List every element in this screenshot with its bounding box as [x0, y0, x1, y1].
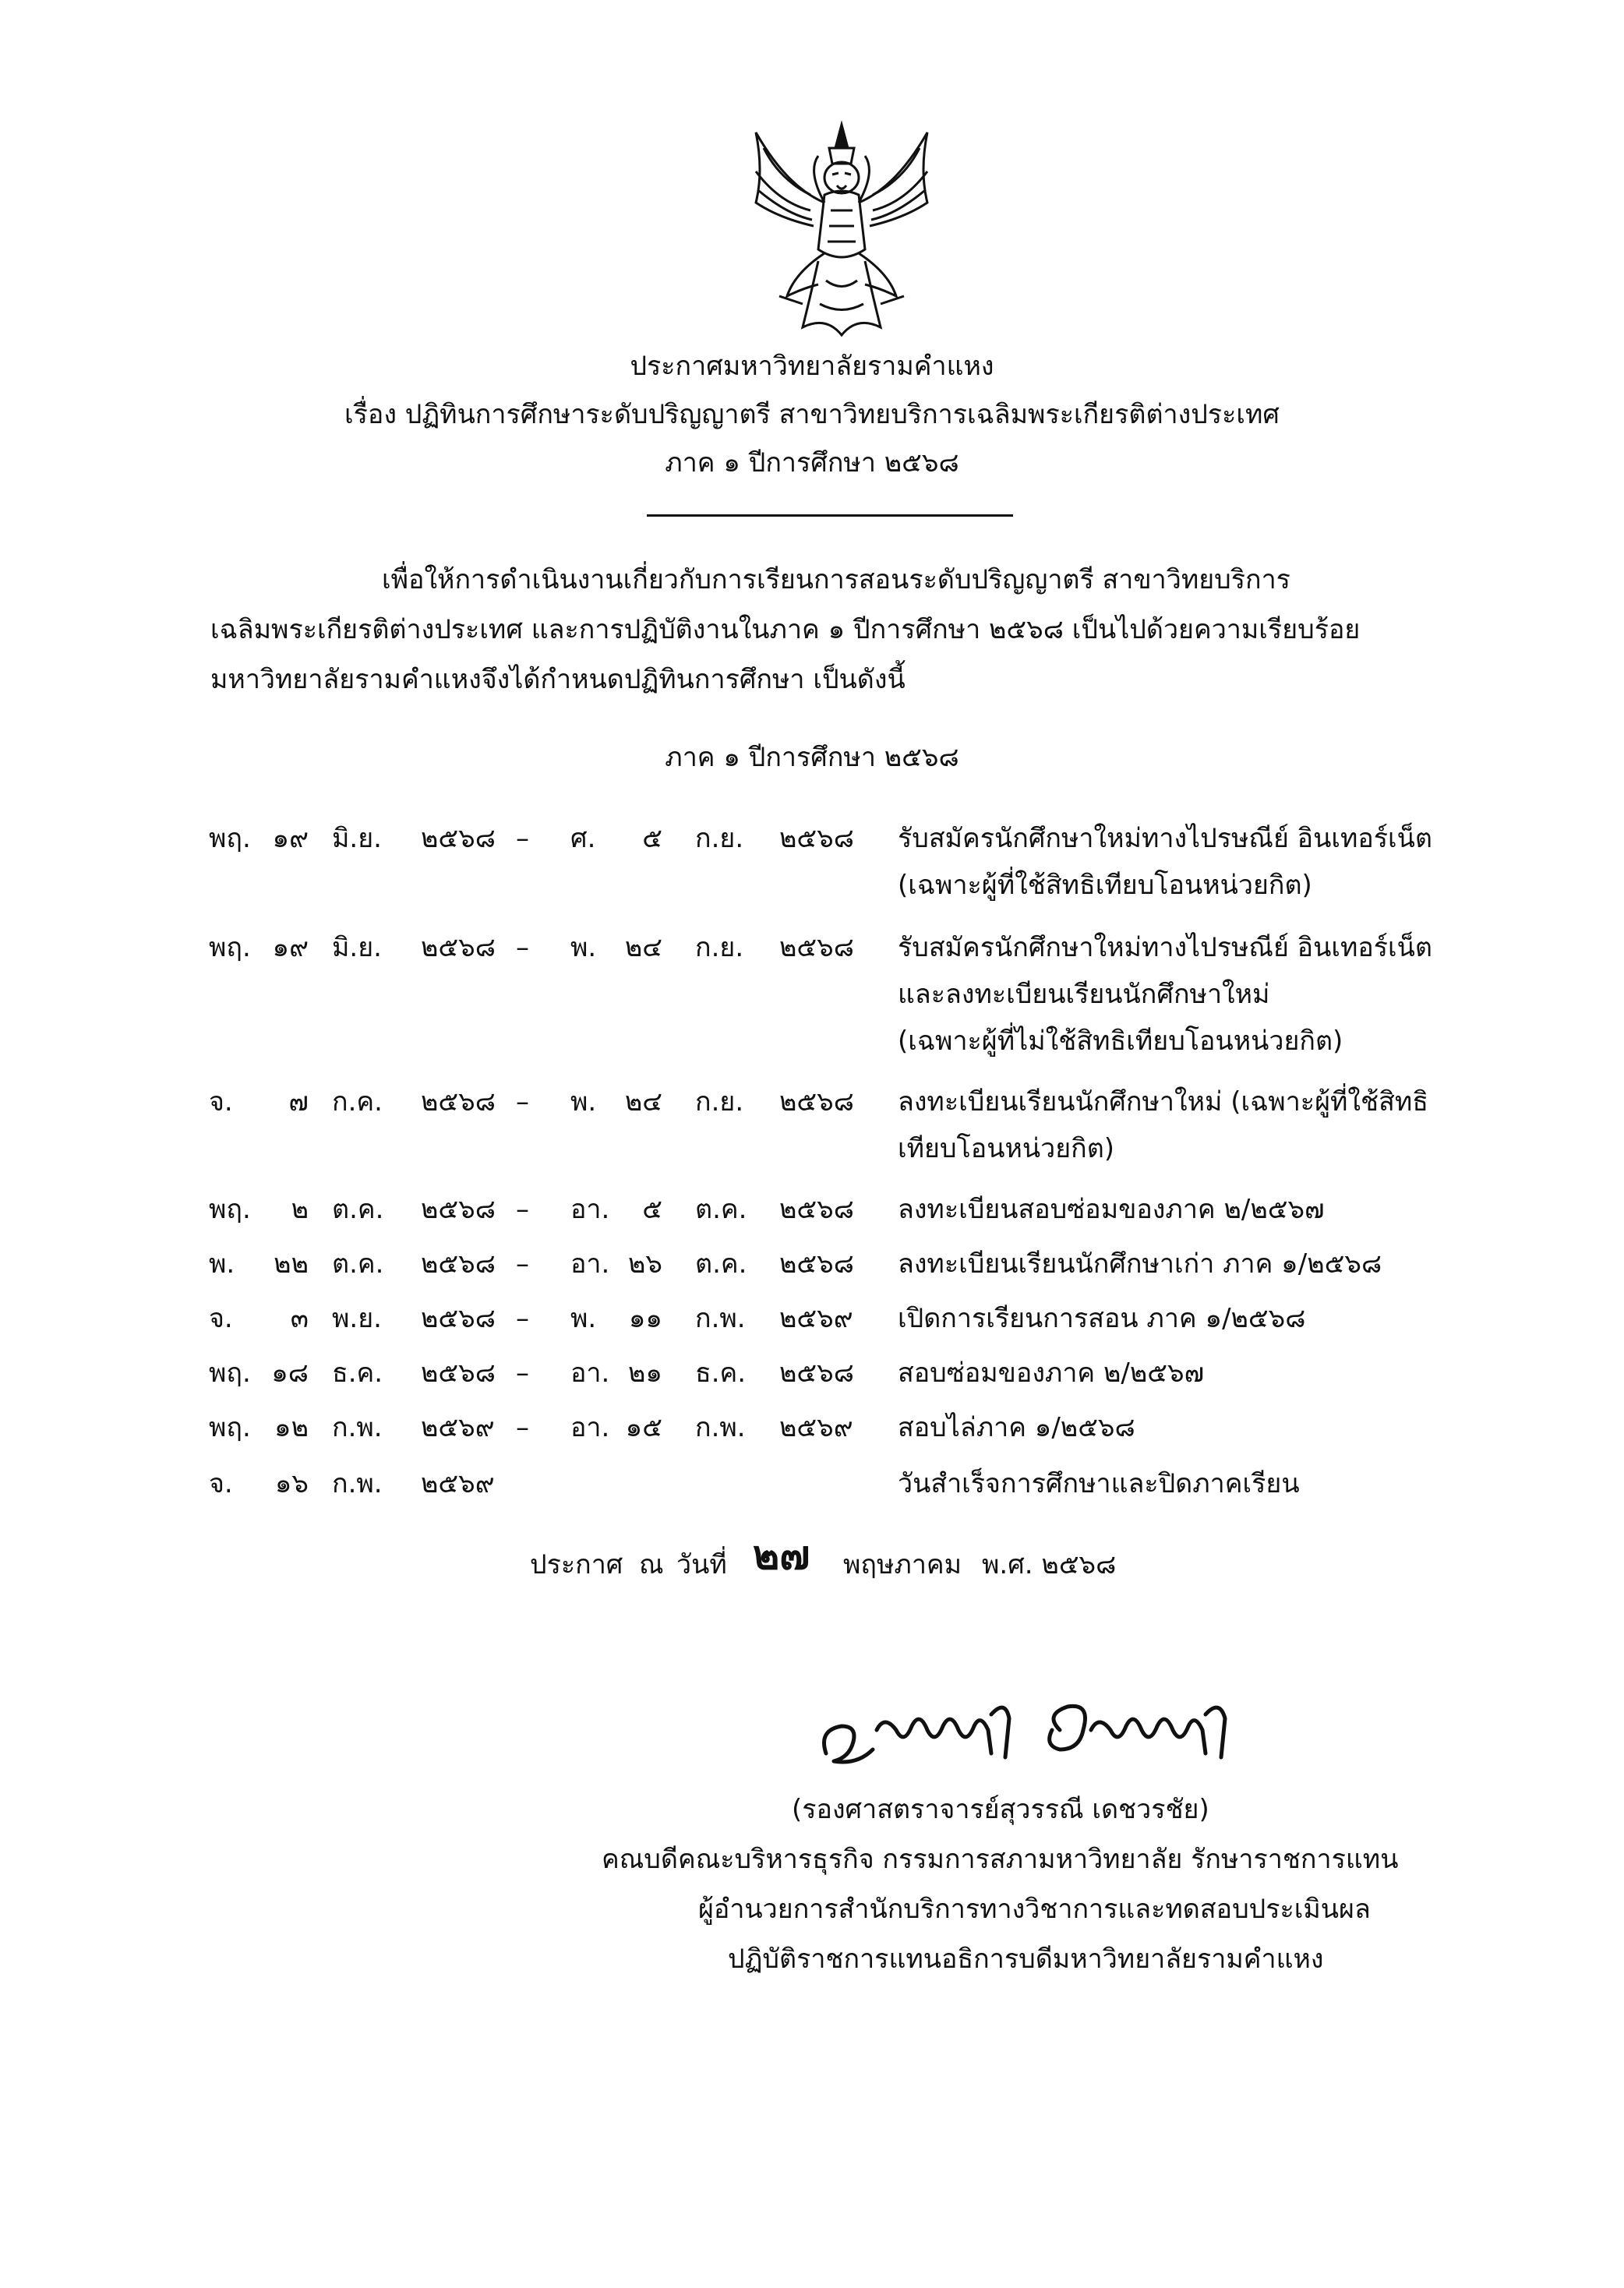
schedule-cell-n1: ๗ — [288, 1086, 309, 1118]
schedule-description-line: สอบซ่อมของภาค ๒/๒๕๖๗ — [898, 1358, 1205, 1389]
schedule-cell-d1: จ. — [209, 1303, 233, 1334]
header-line-3: ภาค ๑ ปีการศึกษา ๒๕๖๘ — [665, 447, 959, 478]
schedule-cell-m2: ก.พ. — [695, 1303, 746, 1334]
schedule-description — [898, 1460, 1490, 1507]
schedule-description — [898, 815, 1490, 909]
signature — [810, 1683, 1262, 1777]
schedule-cell-dash: – — [516, 1194, 529, 1225]
schedule-cell-m1: ต.ค. — [332, 1248, 384, 1280]
schedule-cell-dash: – — [516, 932, 529, 963]
schedule-cell-m2: ธ.ค. — [695, 1358, 747, 1389]
schedule-cell-d2: ศ. — [570, 823, 596, 854]
schedule-cell-y1: ๒๕๖๘ — [421, 1086, 496, 1118]
schedule-cell-n1: ๓ — [290, 1303, 309, 1334]
schedule-cell-d2: อา. — [570, 1412, 610, 1443]
schedule-cell-y2: ๒๕๖๘ — [779, 1194, 854, 1225]
schedule-cell-n2: ๒๔ — [624, 932, 662, 963]
schedule-cell-y2: ๒๕๖๘ — [779, 1086, 854, 1118]
issued-year: พ.ศ. ๒๕๖๘ — [982, 1549, 1117, 1580]
issued-day-handwritten: ๒๗ — [753, 1531, 810, 1579]
intro-line-1: เพื่อให้การดำเนินงานเกี่ยวกับการเรียนการสอนระดับปริญญาตรี สาขาวิทยบริการ — [382, 564, 1290, 595]
intro-line-3: มหาวิทยาลัยรามคำแหงจึงได้กำหนดปฏิทินการศึกษา เป็นดังนี้ — [210, 664, 906, 695]
schedule-cell-y2: ๒๕๖๘ — [779, 823, 854, 854]
schedule-cell-y1: ๒๕๖๘ — [421, 823, 496, 854]
issued-month: พฤษภาคม — [843, 1549, 962, 1580]
schedule-cell-n1: ๑๘ — [271, 1358, 309, 1389]
schedule-cell-y2: ๒๕๖๘ — [779, 1358, 854, 1389]
schedule-cell-n1: ๒ — [291, 1194, 309, 1225]
schedule-description-line: เทียบโอนหน่วยกิต) — [898, 1133, 1115, 1164]
schedule-cell-m1: ก.พ. — [332, 1412, 383, 1443]
schedule-description-line: ลงทะเบียนสอบซ่อมของภาค ๒/๒๕๖๗ — [898, 1194, 1325, 1225]
schedule-cell-d1: พฤ. — [209, 1412, 251, 1443]
header-divider — [647, 514, 1013, 517]
schedule-cell-d2: พ. — [570, 1303, 597, 1334]
schedule-cell-y1: ๒๕๖๘ — [421, 1303, 496, 1334]
garuda-emblem — [733, 117, 951, 343]
schedule-cell-m1: ธ.ค. — [332, 1358, 383, 1389]
schedule-cell-dash: – — [516, 823, 529, 854]
schedule-cell-dash: – — [516, 1412, 529, 1443]
schedule-cell-y1: ๒๕๖๘ — [421, 1194, 496, 1225]
schedule-cell-y2: ๒๕๖๘ — [779, 1248, 854, 1280]
schedule-cell-n1: ๑๙ — [272, 932, 309, 963]
schedule-cell-n2: ๕ — [642, 1194, 662, 1225]
schedule-cell-m1: ก.ค. — [332, 1086, 383, 1118]
issued-prefix: ประกาศ — [530, 1549, 623, 1580]
schedule-cell-dash: – — [516, 1358, 529, 1389]
schedule-cell-y2: ๒๕๖๘ — [779, 932, 854, 963]
schedule-description-line: (เฉพาะผู้ที่ไม่ใช้สิทธิเทียบโอนหน่วยกิต) — [898, 1026, 1343, 1057]
signatory-title-1: คณบดีคณะบริหารธุรกิจ กรรมการสภามหาวิทยาลัย รักษาราชการแทน — [602, 1844, 1399, 1875]
issued-day-label: วันที่ — [676, 1549, 727, 1580]
schedule-cell-n2: ๑๕ — [625, 1412, 662, 1443]
schedule-cell-n1: ๑๖ — [274, 1468, 309, 1499]
schedule-cell-d1: จ. — [209, 1468, 233, 1499]
schedule-cell-m1: พ.ย. — [332, 1303, 382, 1334]
schedule-cell-d2: อา. — [570, 1194, 610, 1225]
schedule-cell-d2: อา. — [570, 1358, 610, 1389]
schedule-cell-m2: ต.ค. — [695, 1194, 747, 1225]
schedule-cell-y2: ๒๕๖๙ — [779, 1412, 853, 1443]
schedule-cell-m2: ก.ย. — [695, 1086, 744, 1118]
schedule-cell-d2: อา. — [570, 1248, 610, 1280]
schedule-cell-d2: พ. — [570, 932, 597, 963]
schedule-cell-n2: ๒๖ — [628, 1248, 662, 1280]
signatory-title-2: ผู้อำนวยการสำนักบริการทางวิชาการและทดสอบประเมินผล — [698, 1894, 1371, 1925]
signatory-title-3: ปฏิบัติราชการแทนอธิการบดีมหาวิทยาลัยรามคำแหง — [728, 1944, 1324, 1975]
schedule-cell-dash: – — [516, 1248, 529, 1280]
schedule-cell-m2: ก.ย. — [695, 932, 744, 963]
intro-paragraph — [210, 555, 1481, 704]
schedule-description-line: และลงทะเบียนเรียนนักศึกษาใหม่ — [898, 979, 1270, 1010]
schedule-description — [898, 1079, 1490, 1172]
schedule-cell-d1: พฤ. — [209, 823, 251, 854]
header-line-2: เรื่อง ปฏิทินการศึกษาระดับปริญญาตรี สาขาวิทยบริการเฉลิมพระเกียรติต่างประเทศ — [344, 399, 1280, 430]
schedule-cell-m1: ต.ค. — [332, 1194, 384, 1225]
schedule-cell-d1: พฤ. — [209, 1358, 251, 1389]
schedule-cell-d1: พฤ. — [209, 1194, 251, 1225]
schedule-description — [898, 1350, 1490, 1396]
schedule-cell-n2: ๒๑ — [628, 1358, 662, 1389]
schedule-cell-n2: ๑๑ — [628, 1303, 662, 1334]
schedule-cell-m1: ก.พ. — [332, 1468, 383, 1499]
schedule-description — [898, 1295, 1490, 1342]
schedule-cell-m1: มิ.ย. — [332, 932, 382, 963]
schedule-cell-dash: – — [516, 1086, 529, 1118]
schedule-description-line: รับสมัครนักศึกษาใหม่ทางไปรษณีย์ อินเทอร์เน็ต — [898, 823, 1432, 854]
schedule-cell-dash: – — [516, 1303, 529, 1334]
schedule-cell-d1: พ. — [209, 1248, 235, 1280]
schedule-cell-n1: ๒๒ — [274, 1248, 309, 1280]
schedule-cell-n2: ๕ — [642, 823, 662, 854]
schedule-cell-d2: พ. — [570, 1086, 597, 1118]
schedule-cell-y1: ๒๕๖๙ — [421, 1412, 495, 1443]
schedule-description — [898, 1186, 1490, 1233]
schedule-description-line: ลงทะเบียนเรียนนักศึกษาเก่า ภาค ๑/๒๕๖๘ — [898, 1248, 1382, 1280]
schedule-description — [898, 924, 1490, 1065]
signatory-name: (รองศาสตราจารย์สุวรรณี เดชวรชัย) — [792, 1794, 1209, 1825]
intro-line-2: เฉลิมพระเกียรติต่างประเทศ และการปฏิบัติงานในภาค ๑ ปีการศึกษา ๒๕๖๘ เป็นไปด้วยความเรียบร้อย — [210, 614, 1361, 645]
schedule-cell-y2: ๒๕๖๙ — [779, 1303, 853, 1334]
schedule-description — [898, 1241, 1490, 1287]
schedule-cell-y1: ๒๕๖๘ — [421, 932, 496, 963]
schedule-description — [898, 1404, 1490, 1451]
schedule-description-line: เปิดการเรียนการสอน ภาค ๑/๒๕๖๘ — [898, 1303, 1306, 1334]
schedule-cell-d1: จ. — [209, 1086, 233, 1118]
schedule-description-line: รับสมัครนักศึกษาใหม่ทางไปรษณีย์ อินเทอร์เน็ต — [898, 932, 1432, 963]
schedule-cell-y1: ๒๕๖๘ — [421, 1248, 496, 1280]
schedule-cell-y1: ๒๕๖๙ — [421, 1468, 495, 1499]
schedule-description-line: วันสำเร็จการศึกษาและปิดภาคเรียน — [898, 1468, 1300, 1499]
schedule-description-line: สอบไล่ภาค ๑/๒๕๖๘ — [898, 1412, 1135, 1443]
schedule-cell-m2: ก.ย. — [695, 823, 744, 854]
schedule-cell-n2: ๒๔ — [624, 1086, 662, 1118]
schedule-cell-d1: พฤ. — [209, 932, 251, 963]
schedule-description-line: (เฉพาะผู้ที่ใช้สิทธิเทียบโอนหน่วยกิต) — [898, 870, 1312, 901]
schedule-description-line: ลงทะเบียนเรียนนักศึกษาใหม่ (เฉพาะผู้ที่ใช้สิทธิ — [898, 1086, 1428, 1118]
schedule-cell-m2: ก.พ. — [695, 1412, 746, 1443]
issued-at: ณ — [639, 1549, 664, 1580]
schedule-cell-m2: ต.ค. — [695, 1248, 747, 1280]
header-line-1: ประกาศมหาวิทยาลัยรามคำแหง — [630, 351, 994, 382]
schedule-cell-m1: มิ.ย. — [332, 823, 382, 854]
schedule-cell-n1: ๑๙ — [272, 823, 309, 854]
schedule-title: ภาค ๑ ปีการศึกษา ๒๕๖๘ — [665, 742, 959, 773]
schedule-cell-n1: ๑๒ — [274, 1412, 309, 1443]
schedule-cell-y1: ๒๕๖๘ — [421, 1358, 496, 1389]
